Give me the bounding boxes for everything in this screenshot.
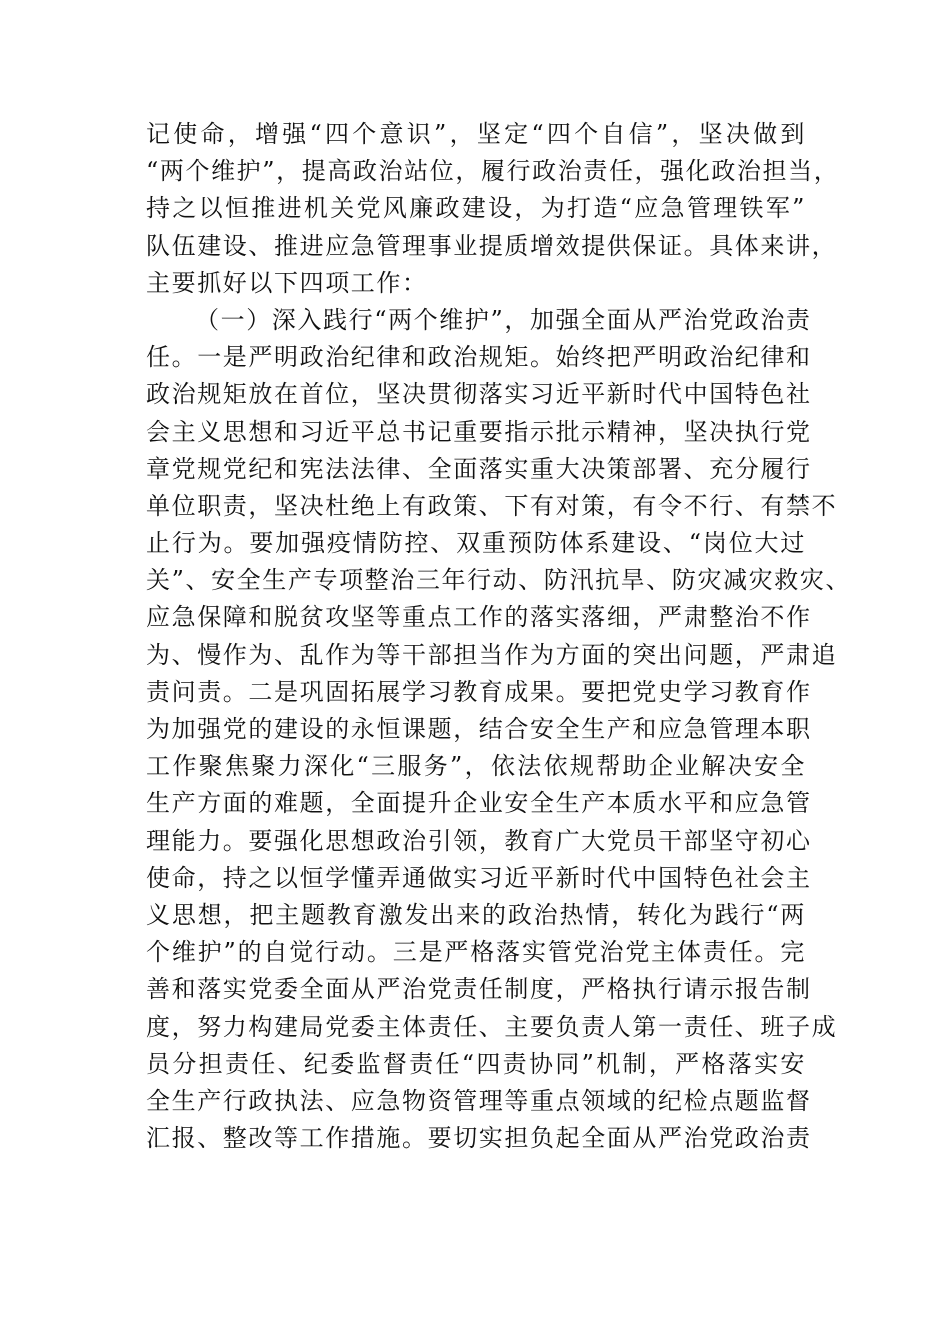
text-line: 持之以恒推进机关党风廉政建设，为打造“应急管理铁军” — [146, 194, 806, 223]
text-line: 员分担责任、纪委监督责任“四责协同”机制，严格落实安 — [146, 1049, 806, 1078]
text-line: 任。一是严明政治纪律和政治规矩。始终把严明政治纪律和 — [146, 343, 812, 372]
text-line: 个维护”的自觉行动。三是严格落实管党治党主体责任。完 — [146, 938, 806, 967]
text-line: 汇报、整改等工作措施。要切实担负起全面从严治党政治责 — [146, 1124, 812, 1153]
text-line: 记使命，增强“四个意识”，坚定“四个自信”，坚决做到 — [146, 120, 806, 148]
text-line: 队伍建设、推进应急管理事业提质增效提供保证。具体来讲， — [146, 231, 838, 260]
text-line: 止行为。要加强疫情防控、双重预防体系建设、“岗位大过 — [146, 529, 806, 558]
text-line: 义思想，把主题教育激发出来的政治热情，转化为践行“两 — [146, 900, 806, 929]
document-page — [146, 116, 852, 1157]
text-line: 单位职责，坚决杜绝上有政策、下有对策，有令不行、有禁不 — [146, 491, 838, 520]
text-line: 生产方面的难题，全面提升企业安全生产本质水平和应急管 — [146, 789, 812, 818]
text-line: 度，努力构建局党委主体责任、主要负责人第一责任、班子成 — [146, 1012, 838, 1041]
text-line: 责问责。二是巩固拓展学习教育成果。要把党史学习教育作 — [146, 677, 812, 706]
text-line: 为加强党的建设的永恒课题，结合安全生产和应急管理本职 — [146, 715, 812, 743]
text-line: 理能力。要强化思想政治引领，教育广大党员干部坚守初心 — [146, 826, 812, 855]
text-line: “两个维护”，提高政治站位，履行政治责任，强化政治担当， — [146, 157, 840, 186]
text-line: 善和落实党委全面从严治党责任制度，严格执行请示报告制 — [146, 975, 812, 1004]
section-heading-line: （一）深入践行“两个维护”，加强全面从严治党政治责 — [195, 305, 812, 334]
text-line: 工作聚焦聚力深化“三服务”，依法依规帮助企业解决安全 — [146, 752, 806, 781]
text-line: 应急保障和脱贫攻坚等重点工作的落实落细，严肃整治不作 — [146, 603, 812, 632]
text-line: 关”、安全生产专项整治三年行动、防汛抗旱、防灾减灾救灾、 — [146, 566, 852, 595]
text-line: 政治规矩放在首位，坚决贯彻落实习近平新时代中国特色社 — [146, 380, 812, 409]
text-line: 使命，持之以恒学懂弄通做实习近平新时代中国特色社会主 — [146, 863, 812, 892]
text-line: 为、慢作为、乱作为等干部担当作为方面的突出问题，严肃追 — [146, 640, 838, 669]
text-line: 章党规党纪和宪法法律、全面落实重大决策部署、充分履行 — [146, 454, 812, 483]
text-line: 会主义思想和习近平总书记重要指示批示精神，坚决执行党 — [146, 417, 812, 446]
text-line: 全生产行政执法、应急物资管理等重点领域的纪检点题监督 — [146, 1086, 812, 1115]
text-line: 主要抓好以下四项工作： — [146, 268, 428, 297]
